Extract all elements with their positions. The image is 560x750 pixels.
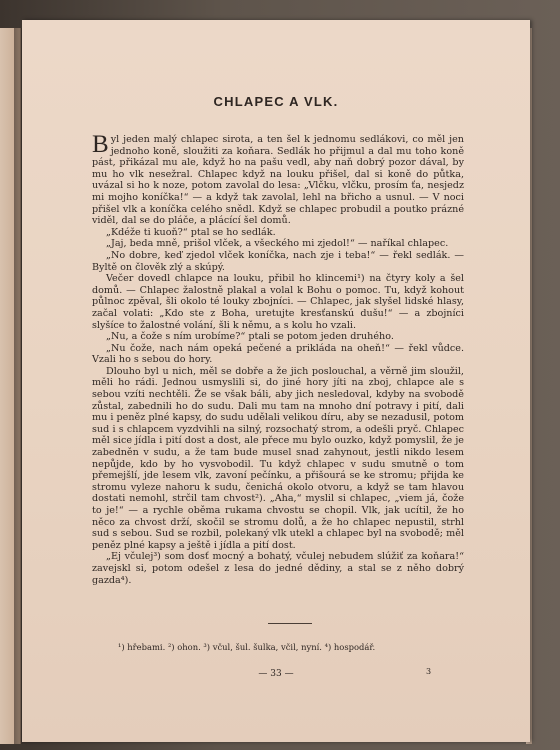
paragraph: „No dobre, keď zjedol vlček koníčka, nach zje i teba!“ — řekl sedlák. — Byltě on člověk zlý a skúpý. (92, 249, 464, 273)
paragraph-text: yl jeden malý chlapec sirota, a ten šel k jednomu sedlákovi, co měl jen jednoho koně, sloužiti za koňara. Sedlák ho přijmul a dal mu toho koně pást, přikázal mu ale, když ho na pašu vedl, aby naň dobrý pozor dával, by mu ho vlk nesežral. Chlapec když na louku přišel, dal si koně do půtka, uvázal si ho k noze, potom zavolal do lesa: „Vlčku, vlčku, prosím ťa, nesjedz mi mojho koníčka!“ — a když tak zavolal, lehl na břicho a usnul. — V noci přišel vlk a koníčka celého snědl. Když se chlapec probudil a poutko prázné viděl, dal se do pláče, a plácící šel domů. (92, 134, 464, 227)
footnote-divider (268, 623, 312, 624)
paragraph: „Ej včulej³) som dosť mocný a bohatý, včulej nebudem slúžiť za koňara!“ zavejskl si, potom odešel z lesa do jedné dědiny, a stal se z něho dobrý gazda⁴). (92, 551, 464, 586)
paragraph: „Nu čože, nach nám opeká pečené a prikláda na oheň!“ — řekl vůdce. Vzali ho s sebou do hory. (92, 342, 464, 366)
page-number: — 33 — (258, 669, 294, 679)
paragraph: „Jaj, beda mně, prišol vlček, a všeckého mi zjedol!“ — naříkal chlapec. (106, 238, 449, 250)
paragraph: „Kdéže ti kuoň?“ ptal se ho sedlák. (106, 226, 276, 238)
drop-cap: B (92, 131, 109, 158)
story-text (92, 131, 464, 586)
chapter-title: CHLAPEC A VLK. (213, 94, 339, 109)
paragraph: Dlouho byl u nich, měl se dobře a že jich poslouchal, a věrně jim sloužil, měli ho rádi. Jednou usmyslili si, do jiné hory jíti na zboj, chlapce ale s sebou vzíti nechtěli. Že se však báli, aby jich nesledoval, kdyby na svobodě zůstal, zabednili ho do sudu. Dali mu tam na mnoho dní potravy i pití, dali mu i peněz plné kapsy, do sudu udělali velikou díru, aby se nezadusil, potom sud i s chlapcem vyzdvihli na silný, rozsochatý strom, a odešli pryč. Chlapec měl sice jídla i pití dost a dost, ale přece mu bylo ouzko, když pomyslil, že je zabedněn v sudu, a že tam bude musel snad zahynout, jestli nikdo lesem nepůjde, kdo by ho vysvobodil. Tu když chlapec v sudu smutně o tom přemejšlí, jde lesem vlk, zavoní pečínku, a přišourá se ke stromu; přijda ke stromu vyleze nahoru k sudu, čenichá okolo otvoru, a když se tam hlavou dostati nemohl, strčil tam chvost²). „Aha,“ myslil si chlapec, „viem já, čože to je!“ — a rychle oběma rukama chvostu se chopil. Vlk, jak ucítil, že ho něco za chvost drží, skočil se stromu dolů, a že ho chlapec nepustil, strhl sud s sebou. Sud se rozbil, polekaný vlk utekl a chlapec byl na svobodě; měl peněz plné kapsy a ještě i jídla a pití dost. (92, 365, 464, 551)
sheet-signature-mark: 3 (426, 667, 432, 676)
footnotes: ¹) hřebami. ²) ohon. ³) včul, šul. šulka, včil, nyní. ⁴) hospodář. (118, 642, 376, 652)
paragraph (92, 131, 464, 227)
paragraph: Večer dovedl chlapce na louku, přibil ho klincemi¹) na čtyry koly a šel domů. — Chlapec žalostně plakal a volal k Bohu o pomoc. Tu, když kohout půlnoc zpěval, šli okolo té louky zbojníci. — Chlapec, jak slyšel lidské hlasy, začal volati: „Kdo ste z Boha, uretujte kresťanskú dušu!“ — a zbojníci slyšíce to žalostné volání, šli k němu, a s kolu ho vzali. (92, 273, 464, 331)
paragraph: „Nu, a čože s ním urobíme?“ ptali se potom jeden druhého. (106, 331, 394, 343)
book-page (22, 20, 530, 742)
